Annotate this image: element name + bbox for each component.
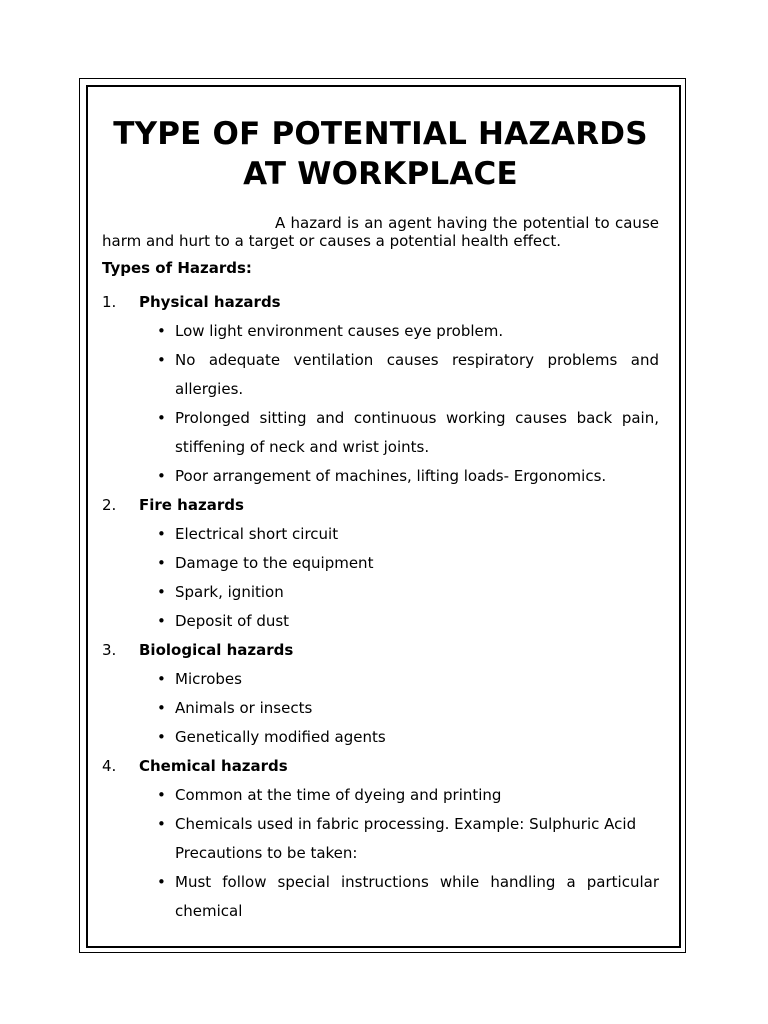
document-title: TYPE OF POTENTIAL HAZARDS AT WORKPLACE: [113, 116, 648, 192]
list-item-text: Poor arrangement of machines, lifting loads- Ergonomics.: [175, 467, 607, 485]
section-number: 1.: [102, 293, 117, 311]
bullet-icon: •: [157, 728, 166, 746]
list-item: [102, 723, 659, 752]
list-item: [102, 346, 659, 404]
list-item-text: Deposit of dust: [175, 612, 290, 630]
list-item-text: Must follow special instructions while handling a particular chemical: [175, 873, 659, 920]
list-item-text: Low light environment causes eye problem.: [175, 322, 504, 340]
list-item: [102, 462, 659, 491]
list-item: [102, 868, 659, 926]
section-title: Physical hazards: [139, 293, 281, 311]
list-item: [102, 781, 659, 810]
section-number: 3.: [102, 641, 117, 659]
bullet-list: [102, 520, 659, 636]
list-item-text: Electrical short circuit: [175, 525, 339, 543]
list-item-text: Chemicals used in fabric processing. Example: Sulphuric Acid: [175, 815, 637, 833]
document-body: [102, 114, 659, 926]
intro-paragraph: A hazard is an agent having the potential to cause harm and hurt to a target or causes a potential health effect.: [102, 214, 659, 250]
bullet-icon: •: [157, 699, 166, 717]
list-item: [102, 404, 659, 462]
bullet-list: [102, 781, 659, 839]
hazard-section-biological: [102, 636, 659, 752]
hazard-sections: [102, 288, 659, 926]
list-item-text: Common at the time of dyeing and printing: [175, 786, 502, 804]
section-title: Chemical hazards: [139, 757, 288, 775]
section-title: Biological hazards: [139, 641, 294, 659]
list-item: [102, 578, 659, 607]
list-item-text: Spark, ignition: [175, 583, 284, 601]
list-item-text: No adequate ventilation causes respiratory problems and allergies.: [175, 351, 659, 398]
section-heading: [102, 752, 659, 781]
bullet-icon: •: [157, 322, 166, 340]
types-of-hazards-heading: Types of Hazards:: [102, 259, 252, 277]
section-heading: [102, 491, 659, 520]
hazard-section-physical: [102, 288, 659, 491]
list-item: [102, 694, 659, 723]
list-item: [102, 665, 659, 694]
hazard-section-fire: [102, 491, 659, 636]
section-number: 4.: [102, 757, 117, 775]
list-item: [102, 317, 659, 346]
bullet-icon: •: [157, 554, 166, 572]
list-item: [102, 810, 659, 839]
bullet-list: [102, 665, 659, 752]
list-item: [102, 520, 659, 549]
hazard-section-chemical: [102, 752, 659, 926]
list-item-text: Damage to the equipment: [175, 554, 374, 572]
bullet-icon: •: [157, 670, 166, 688]
list-item-text: Genetically modified agents: [175, 728, 386, 746]
section-heading: [102, 288, 659, 317]
list-item-text: Prolonged sitting and continuous working causes back pain, stiffening of neck and wrist joints.: [175, 409, 659, 456]
bullet-list: [102, 317, 659, 491]
section-heading: [102, 636, 659, 665]
bullet-icon: •: [157, 612, 166, 630]
bullet-icon: •: [157, 583, 166, 601]
bullet-icon: •: [157, 525, 166, 543]
precautions-label: Precautions to be taken:: [175, 844, 358, 862]
list-item: [102, 549, 659, 578]
list-item-text: Microbes: [175, 670, 242, 688]
bullet-icon: •: [157, 873, 166, 891]
bullet-icon: •: [157, 351, 166, 369]
section-title: Fire hazards: [139, 496, 244, 514]
bullet-icon: •: [157, 786, 166, 804]
precautions-bullet-list: [102, 868, 659, 926]
bullet-icon: •: [157, 467, 166, 485]
list-item-text: Animals or insects: [175, 699, 313, 717]
section-number: 2.: [102, 496, 117, 514]
bullet-icon: •: [157, 815, 166, 833]
list-item: [102, 607, 659, 636]
bullet-icon: •: [157, 409, 166, 427]
